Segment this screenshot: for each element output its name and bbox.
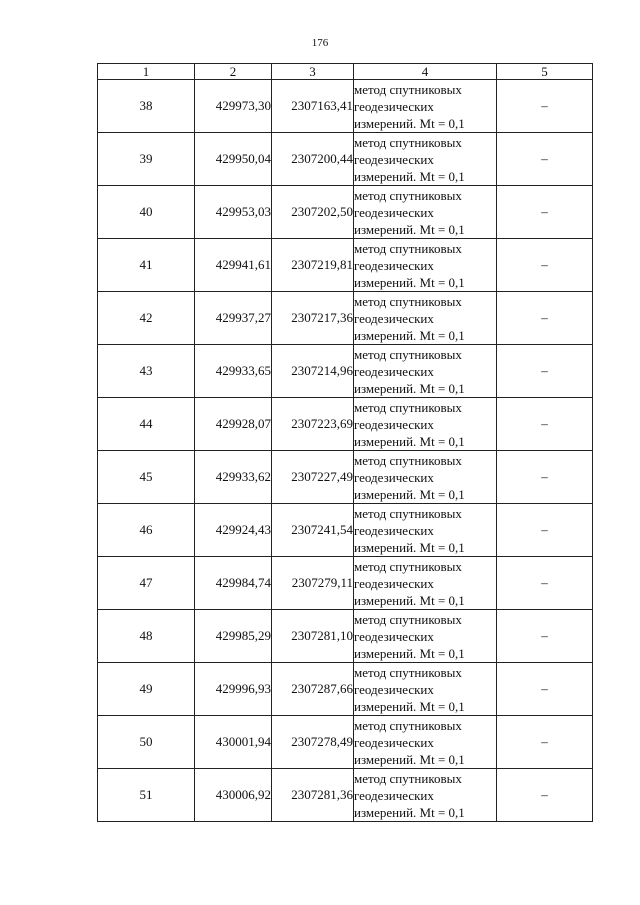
coordinate-x: 429941,61 bbox=[195, 239, 272, 292]
method-description bbox=[354, 716, 497, 769]
coordinate-x: 429928,07 bbox=[195, 398, 272, 451]
table-row bbox=[98, 186, 593, 239]
table-row bbox=[98, 663, 593, 716]
table-row bbox=[98, 716, 593, 769]
method-line: метод спутниковых bbox=[354, 505, 462, 521]
column-header: 4 bbox=[354, 64, 497, 80]
method-description bbox=[354, 610, 497, 663]
dash-cell: – bbox=[497, 610, 593, 663]
method-line: геодезических bbox=[354, 310, 434, 326]
method-line: геодезических bbox=[354, 469, 434, 485]
method-description bbox=[354, 398, 497, 451]
coordinate-x: 429933,62 bbox=[195, 451, 272, 504]
coordinate-y: 2307214,96 bbox=[272, 345, 354, 398]
point-number: 43 bbox=[98, 345, 195, 398]
method-description bbox=[354, 292, 497, 345]
coordinate-x: 429973,30 bbox=[195, 80, 272, 133]
table-row bbox=[98, 610, 593, 663]
method-line: метод спутниковых bbox=[354, 346, 462, 362]
method-line: измерений. Mt = 0,1 bbox=[354, 592, 465, 608]
dash-cell: – bbox=[497, 398, 593, 451]
method-description bbox=[354, 133, 497, 186]
coordinate-x: 429985,29 bbox=[195, 610, 272, 663]
point-number: 45 bbox=[98, 451, 195, 504]
dash-cell: – bbox=[497, 716, 593, 769]
dash-cell: – bbox=[497, 557, 593, 610]
method-line: измерений. Mt = 0,1 bbox=[354, 380, 465, 396]
method-line: геодезических bbox=[354, 734, 434, 750]
coordinate-x: 430001,94 bbox=[195, 716, 272, 769]
coordinate-x: 429996,93 bbox=[195, 663, 272, 716]
coordinate-x: 429933,65 bbox=[195, 345, 272, 398]
dash-cell: – bbox=[497, 80, 593, 133]
dash-cell: – bbox=[497, 663, 593, 716]
method-line: метод спутниковых bbox=[354, 717, 462, 733]
method-description bbox=[354, 769, 497, 822]
column-header: 2 bbox=[195, 64, 272, 80]
method-line: измерений. Mt = 0,1 bbox=[354, 486, 465, 502]
table-body bbox=[98, 64, 593, 822]
method-line: измерений. Mt = 0,1 bbox=[354, 433, 465, 449]
method-line: метод спутниковых bbox=[354, 770, 462, 786]
dash-cell: – bbox=[497, 769, 593, 822]
method-line: измерений. Mt = 0,1 bbox=[354, 221, 465, 237]
method-description bbox=[354, 345, 497, 398]
table-row bbox=[98, 292, 593, 345]
method-description bbox=[354, 186, 497, 239]
method-line: геодезических bbox=[354, 151, 434, 167]
point-number: 46 bbox=[98, 504, 195, 557]
method-line: метод спутниковых bbox=[354, 452, 462, 468]
dash-cell: – bbox=[497, 345, 593, 398]
method-description bbox=[354, 663, 497, 716]
method-line: метод спутниковых bbox=[354, 187, 462, 203]
coordinate-y: 2307287,66 bbox=[272, 663, 354, 716]
column-header: 1 bbox=[98, 64, 195, 80]
method-line: метод спутниковых bbox=[354, 558, 462, 574]
coordinate-y: 2307200,44 bbox=[272, 133, 354, 186]
method-line: измерений. Mt = 0,1 bbox=[354, 645, 465, 661]
coordinate-y: 2307278,49 bbox=[272, 716, 354, 769]
coordinate-x: 429924,43 bbox=[195, 504, 272, 557]
method-description bbox=[354, 239, 497, 292]
method-line: геодезических bbox=[354, 681, 434, 697]
method-line: геодезических bbox=[354, 204, 434, 220]
point-number: 41 bbox=[98, 239, 195, 292]
point-number: 51 bbox=[98, 769, 195, 822]
point-number: 42 bbox=[98, 292, 195, 345]
point-number: 44 bbox=[98, 398, 195, 451]
method-line: геодезических bbox=[354, 522, 434, 538]
table-header-row bbox=[98, 64, 593, 80]
coordinate-y: 2307279,11 bbox=[272, 557, 354, 610]
coordinate-x: 429937,27 bbox=[195, 292, 272, 345]
dash-cell: – bbox=[497, 451, 593, 504]
method-line: геодезических bbox=[354, 575, 434, 591]
method-line: измерений. Mt = 0,1 bbox=[354, 804, 465, 820]
point-number: 49 bbox=[98, 663, 195, 716]
point-number: 50 bbox=[98, 716, 195, 769]
method-line: геодезических bbox=[354, 416, 434, 432]
method-line: метод спутниковых bbox=[354, 81, 462, 97]
method-line: метод спутниковых bbox=[354, 293, 462, 309]
method-description bbox=[354, 80, 497, 133]
method-line: геодезических bbox=[354, 363, 434, 379]
dash-cell: – bbox=[497, 239, 593, 292]
method-description bbox=[354, 557, 497, 610]
method-description bbox=[354, 504, 497, 557]
column-header: 3 bbox=[272, 64, 354, 80]
coordinate-y: 2307217,36 bbox=[272, 292, 354, 345]
method-line: метод спутниковых bbox=[354, 664, 462, 680]
coordinate-y: 2307163,41 bbox=[272, 80, 354, 133]
method-line: метод спутниковых bbox=[354, 134, 462, 150]
point-number: 47 bbox=[98, 557, 195, 610]
coordinates-table bbox=[97, 63, 593, 822]
coordinate-x: 429950,04 bbox=[195, 133, 272, 186]
method-line: метод спутниковых bbox=[354, 399, 462, 415]
point-number: 48 bbox=[98, 610, 195, 663]
point-number: 40 bbox=[98, 186, 195, 239]
table-row bbox=[98, 504, 593, 557]
method-line: измерений. Mt = 0,1 bbox=[354, 751, 465, 767]
coordinate-x: 429953,03 bbox=[195, 186, 272, 239]
method-line: измерений. Mt = 0,1 bbox=[354, 327, 465, 343]
method-line: геодезических bbox=[354, 257, 434, 273]
table-row bbox=[98, 80, 593, 133]
coordinate-y: 2307202,50 bbox=[272, 186, 354, 239]
coordinate-y: 2307281,36 bbox=[272, 769, 354, 822]
table-row bbox=[98, 557, 593, 610]
table-row bbox=[98, 239, 593, 292]
method-line: метод спутниковых bbox=[354, 611, 462, 627]
coordinate-y: 2307281,10 bbox=[272, 610, 354, 663]
coordinate-y: 2307223,69 bbox=[272, 398, 354, 451]
point-number: 38 bbox=[98, 80, 195, 133]
method-line: измерений. Mt = 0,1 bbox=[354, 168, 465, 184]
coordinate-y: 2307241,54 bbox=[272, 504, 354, 557]
point-number: 39 bbox=[98, 133, 195, 186]
coordinate-y: 2307227,49 bbox=[272, 451, 354, 504]
table-row bbox=[98, 133, 593, 186]
dash-cell: – bbox=[497, 133, 593, 186]
method-line: геодезических bbox=[354, 787, 434, 803]
method-line: метод спутниковых bbox=[354, 240, 462, 256]
method-line: измерений. Mt = 0,1 bbox=[354, 698, 465, 714]
table-row bbox=[98, 398, 593, 451]
method-line: геодезических bbox=[354, 98, 434, 114]
method-line: измерений. Mt = 0,1 bbox=[354, 539, 465, 555]
column-header: 5 bbox=[497, 64, 593, 80]
coordinate-x: 429984,74 bbox=[195, 557, 272, 610]
method-line: измерений. Mt = 0,1 bbox=[354, 115, 465, 131]
table-row bbox=[98, 769, 593, 822]
method-line: измерений. Mt = 0,1 bbox=[354, 274, 465, 290]
coordinate-y: 2307219,81 bbox=[272, 239, 354, 292]
dash-cell: – bbox=[497, 504, 593, 557]
page-number: 176 bbox=[311, 37, 329, 49]
dash-cell: – bbox=[497, 186, 593, 239]
table-row bbox=[98, 345, 593, 398]
table-row bbox=[98, 451, 593, 504]
method-description bbox=[354, 451, 497, 504]
dash-cell: – bbox=[497, 292, 593, 345]
method-line: геодезических bbox=[354, 628, 434, 644]
coordinate-x: 430006,92 bbox=[195, 769, 272, 822]
